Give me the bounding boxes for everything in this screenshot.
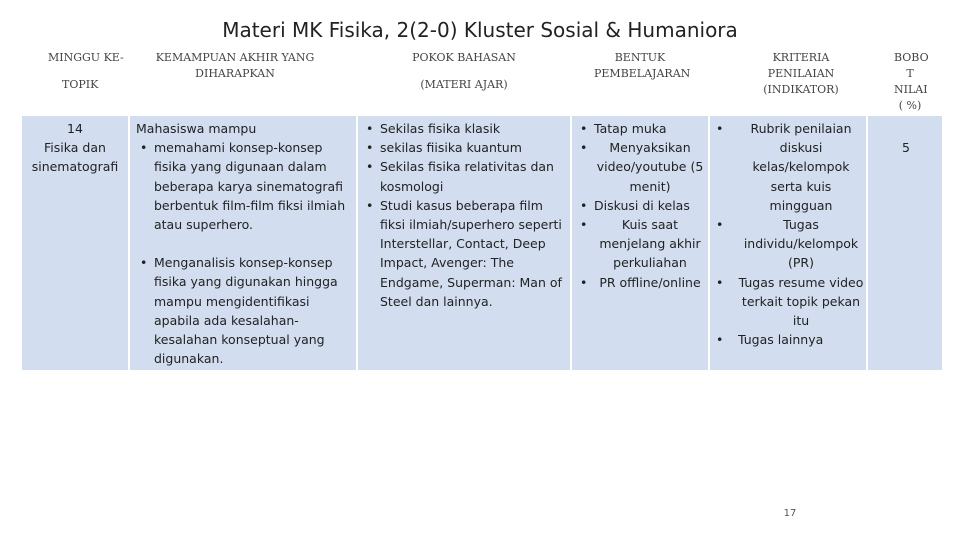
- pokok-list: [362, 119, 566, 311]
- kriteria-item: • Tugas resume video terkait topik pekan itu: [712, 273, 864, 331]
- cell-minggu-topik: [22, 116, 128, 370]
- pokok-item: • sekilas fiisika kuantum: [362, 138, 566, 157]
- kemampuan-item: • memahami konsep-konsep fisika yang digunaan dalam beberapa karya sinematografi berbentuk film-film fiksi ilmiah atau superhero.: [136, 138, 350, 234]
- kemampuan-item: • Menganalisis konsep-konsep fisika yang digunakan hingga mampu mengidentifikasi apabila ada kesalahan-kesalahan konseptual yang digunakan.: [136, 253, 350, 368]
- minggu-value: 14: [67, 121, 83, 136]
- bentuk-item: • Kuis saat menjelang akhir perkuliahan: [576, 215, 706, 273]
- cell-bentuk-pembelajaran: [572, 116, 708, 370]
- cell-bobot: [868, 116, 942, 370]
- header-pokok: [358, 46, 570, 112]
- header-bentuk-label: BENTUK PEMBELAJARAN: [594, 51, 691, 80]
- topik-line-2: sinematografi: [31, 159, 119, 175]
- bentuk-list: [576, 119, 706, 292]
- topik-line-1: Fisika dan: [44, 140, 106, 156]
- page-number: 17: [783, 508, 797, 519]
- header-bentuk: [572, 46, 708, 112]
- header-kemampuan: [130, 46, 356, 112]
- cell-pokok-bahasan: [358, 116, 570, 370]
- header-kriteria: [710, 46, 866, 112]
- kriteria-item: • Tugas lainnya: [712, 330, 864, 349]
- header-kemampuan-label: KEMAMPUAN AKHIR YANG DIHARAPKAN: [155, 51, 315, 80]
- bobot-value: 5: [902, 140, 910, 155]
- kemampuan-list: [136, 138, 350, 368]
- header-materi-label: (MATERI AJAR): [420, 78, 508, 91]
- header-bobot-label: BOBO T NILAI ( %): [894, 51, 929, 112]
- bentuk-item: • Menyaksikan video/youtube (5 menit): [576, 138, 706, 196]
- header-topik-label: TOPIK: [62, 78, 99, 91]
- kemampuan-intro: Mahasiswa mampu: [136, 121, 257, 136]
- bentuk-item: • PR offline/online: [576, 273, 706, 292]
- bentuk-item: • Tatap muka: [576, 119, 706, 138]
- pokok-item: • Studi kasus beberapa film fiksi ilmiah/superhero seperti Interstellar, Contact, Deep Impact, Avenger: The Endgame, Superman: Man of Steel dan lainnya.: [362, 196, 566, 311]
- kriteria-item: • Rubrik penilaian diskusi kelas/kelompok serta kuis mingguan: [712, 119, 864, 215]
- header-pokok-label: POKOK BAHASAN: [412, 51, 516, 64]
- pokok-item: • Sekilas fisika relativitas dan kosmologi: [362, 157, 566, 195]
- header-kriteria-label: KRITERIA PENILAIAN (INDIKATOR): [763, 51, 839, 96]
- header-minggu-label: MINGGU KE-: [48, 51, 124, 64]
- pokok-item: • Sekilas fisika klasik: [362, 119, 566, 138]
- list-spacer: [136, 234, 350, 253]
- header-bobot: [868, 46, 942, 112]
- bentuk-item: • Diskusi di kelas: [576, 196, 706, 215]
- cell-kemampuan: [130, 116, 356, 370]
- cell-kriteria-penilaian: [710, 116, 866, 370]
- header-minggu: [22, 46, 128, 112]
- kriteria-item: • Tugas individu/kelompok (PR): [712, 215, 864, 273]
- kriteria-list: [712, 119, 864, 349]
- slide-title: Materi MK Fisika, 2(2-0) Kluster Sosial & Humaniora: [222, 18, 738, 42]
